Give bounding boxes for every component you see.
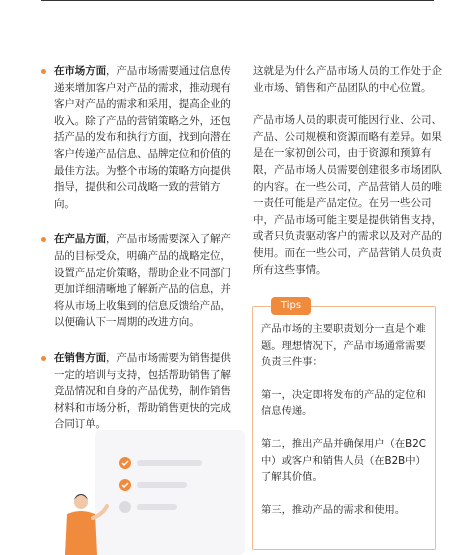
tips-badge: Tips [271, 297, 311, 315]
tips-paragraph: 第三，推动产品的需求和使用。 [261, 503, 406, 516]
bullet-dot-icon [41, 356, 46, 361]
top-divider [41, 0, 434, 1]
bullet-body: ，产品市场需要为销售提供一定的培训与支持，包括帮助销售了解竞品情况和自身的产品优势，制作销售材料和市场分析，帮助销售更快的完成合同订单。 [54, 351, 231, 431]
right-paragraph: 这就是为什么产品市场人员的工作处于企业市场、销售和产品团队的中心位置。 [253, 65, 442, 94]
bullet-heading: 在销售方面 [54, 351, 106, 364]
right-column [253, 63, 443, 294]
left-column [38, 63, 238, 452]
bullet-body: ，产品市场需要深入了解产品的目标受众，明确产品的战略定位，设置产品定价策略，帮助企业不同部门更加详细清晰地了解新产品的信息，并将从市场上收集到的信息反馈给产品，以便确认下一周期的改进方向。 [54, 233, 231, 329]
bullet-market [38, 63, 238, 212]
bullet-heading: 在产品方面 [54, 233, 106, 246]
illustration-panel [95, 430, 245, 555]
bullet-dot-icon [41, 237, 46, 242]
tips-paragraph: 第二，推出产品并确保用户（在B2C中）或客户和销售人员（在B2B中）了解其价值。 [261, 437, 426, 484]
bullet-product [38, 231, 238, 331]
bullet-text [54, 231, 238, 331]
bullet-text [54, 350, 238, 433]
bullet-body: ，产品市场需要通过信息传递来增加客户对产品的需求，推动现有客户对产品的需求和采用，提高企业的收入。除了产品的营销策略之外，还包括产品的发布和执行方面，找到向潜在客户传递产品信息、品牌定位和价值的最佳方法。为整个市场的策略方向提供指导，提供和公司战略一致的营销方向。 [54, 65, 231, 210]
checklist-person-illustration [35, 430, 250, 555]
bullet-text [54, 63, 238, 212]
right-paragraph: 产品市场人员的职责可能因行业、公司、产品、公司规模和资源而略有差异。如果是在一家初创公司，由于资源和预算有限，产品市场人员需要创建很多市场团队的内容。在一些公司，产品营销人员的唯一责任可能是产品定位。在另一些公司中，产品市场可能主要是提供销售支持，或者只负责驱动客户的需求以及对产品的使用。而在一些公司，产品营销人员负责所有这些事情。 [253, 114, 442, 276]
bullet-sales [38, 350, 238, 433]
tips-content [261, 321, 433, 534]
tips-box [252, 300, 436, 550]
tips-paragraph: 第一，决定即将发布的产品的定位和信息传递。 [261, 388, 426, 418]
bullet-heading: 在市场方面 [54, 65, 106, 77]
bullet-dot-icon [41, 69, 46, 74]
tips-paragraph: 产品市场的主要职责划分一直是个难题。理想情况下，产品市场通常需要负责三件事： [261, 323, 426, 369]
